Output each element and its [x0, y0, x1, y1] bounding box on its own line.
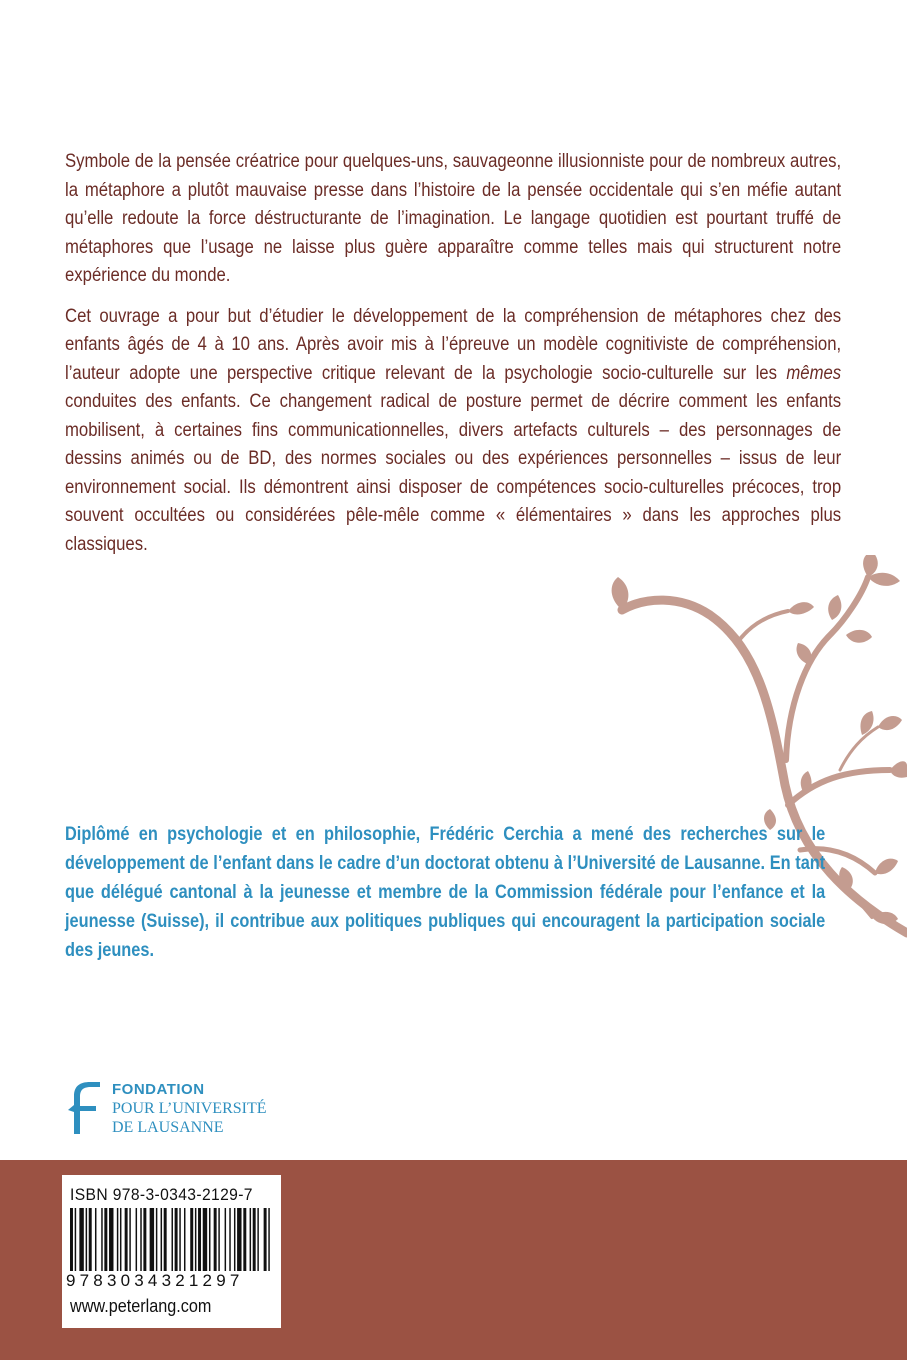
barcode-bar	[150, 1208, 154, 1278]
barcode-bar	[164, 1208, 167, 1278]
publisher-website: www.peterlang.com	[70, 1296, 212, 1316]
barcode-bar	[136, 1208, 137, 1278]
fondation-name	[112, 1080, 267, 1137]
barcode-bar	[70, 1208, 73, 1278]
blurb-italic-word: mêmes	[786, 362, 842, 384]
barcode-bar	[101, 1208, 102, 1278]
barcode-bar	[243, 1208, 246, 1278]
barcode-bar	[129, 1208, 130, 1278]
barcode-bar	[161, 1208, 162, 1278]
fondation-line-2: POUR L’UNIVERSITÉ	[112, 1100, 267, 1117]
barcode-bar	[95, 1208, 96, 1278]
barcode-bar	[195, 1208, 196, 1278]
fondation-line-1: FONDATION	[112, 1081, 205, 1098]
barcode-bar	[209, 1208, 210, 1278]
barcode-bar	[190, 1208, 193, 1278]
isbn-label: ISBN 978-3-0343-2129-7	[70, 1185, 253, 1204]
fondation-line-3: DE LAUSANNE	[112, 1119, 224, 1136]
barcode-box	[62, 1175, 281, 1328]
blurb-paragraph-1: Symbole de la pensée créatrice pour quelques-uns, sauvageonne illusionniste pour de nombreux autres, la métaphore a plutôt mauvaise presse dans l’histoire de la pensée occidentale qui s’en méfie autant qu’elle redoute la force déstructurante de l’imagination. Le langage quotidien est pourtant truffé de métaphores que l’usage ne laisse plus guère apparaître comme telles mais qui structurent notre expérience du monde.	[65, 151, 842, 286]
barcode-bar	[237, 1208, 241, 1278]
blurb-paragraph-2	[65, 303, 841, 560]
barcode-bar	[253, 1208, 256, 1278]
barcode-bar	[214, 1208, 217, 1278]
barcode-bar	[120, 1208, 121, 1278]
barcode-bar	[175, 1208, 178, 1278]
barcode-bar	[172, 1208, 173, 1278]
barcode-bar	[218, 1208, 219, 1278]
barcode-bar	[140, 1208, 141, 1278]
blurb-paragraph-2-end: conduites des enfants. Ce changement radical de posture permet de décrire comment les enfants mobilisent, à certaines fins communicationnelles, divers artefacts culturels – des personnages de dessins animés ou de BD, des normes sociales ou des expériences personnelles – issus de leur environnement social. Ils démontrent ainsi disposer de compétences socio-culturelles précoces, trop souvent occultées ou considérées pêle-mêle comme « élémentaires » dans les approches plus classiques.	[65, 391, 842, 555]
barcode-bar	[257, 1208, 258, 1278]
book-blurb	[65, 148, 841, 571]
fondation-logo	[66, 1080, 326, 1140]
barcode-digits: 9783034321297	[66, 1271, 277, 1291]
barcode-bar	[104, 1208, 107, 1278]
barcode-bar	[117, 1208, 118, 1278]
barcode-bar	[179, 1208, 180, 1278]
barcode-bar	[89, 1208, 92, 1278]
barcode-bar	[86, 1208, 87, 1278]
barcode-bar	[156, 1208, 157, 1278]
barcode-bar	[203, 1208, 207, 1278]
barcode-bar	[79, 1208, 83, 1278]
barcode-bar	[198, 1208, 201, 1278]
barcode-bar	[234, 1208, 235, 1278]
fondation-f-logo-icon	[66, 1080, 106, 1136]
barcode-bar	[268, 1208, 269, 1278]
barcode-icon	[70, 1208, 273, 1278]
barcode-bar	[109, 1208, 113, 1278]
barcode-bar	[250, 1208, 251, 1278]
barcode-bar	[184, 1208, 185, 1278]
author-bio: Diplômé en psychologie et en philosophie, Frédéric Cerchia a mené des recherches sur le développement de l’enfant dans le cadre d’un doctorat obtenu à l’Université de Lausanne. En tant que délégué cantonal à la jeunesse et membre de la Commission fédérale pour l’enfance et la jeunesse (Suisse), il contribue aux politiques publiques qui encouragent la participation sociale des jeunes.	[65, 824, 826, 961]
barcode-bar	[143, 1208, 146, 1278]
blurb-paragraph-2-start: Cet ouvrage a pour but d’étudier le développement de la compréhension de métaphores chez des enfants âgés de 4 à 10 ans. Après avoir mis à l’épreuve un modèle cognitiviste de compréhension, l’auteur adopte une perspective critique relevant de la psychologie socio-culturelle sur les	[65, 305, 842, 384]
barcode-bar	[229, 1208, 230, 1278]
barcode-bar	[75, 1208, 76, 1278]
barcode-bar	[125, 1208, 128, 1278]
barcode-bar	[264, 1208, 267, 1278]
barcode-bar	[225, 1208, 226, 1278]
